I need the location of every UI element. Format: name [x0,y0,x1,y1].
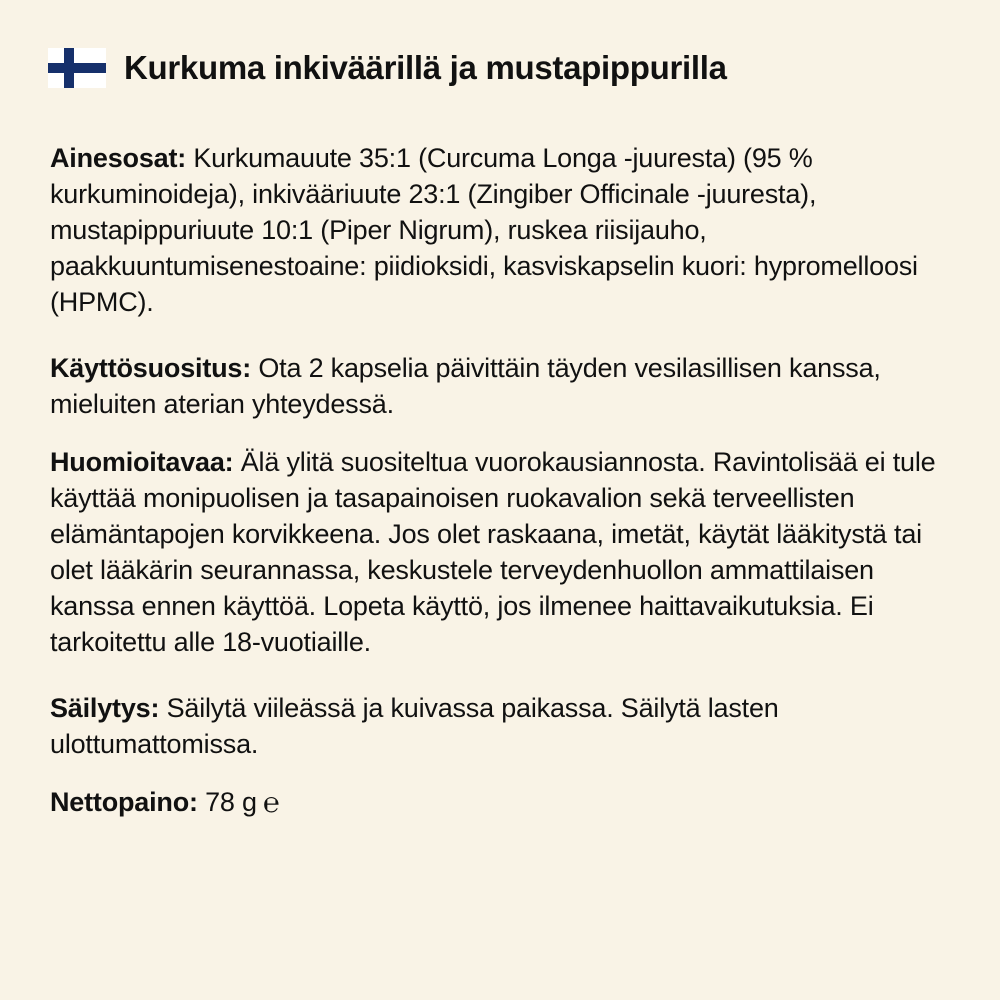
net-weight-label: Nettopaino: [50,787,198,817]
warnings-section [50,444,950,660]
net-weight-section [50,784,950,820]
flag-cross-horizontal [48,63,106,73]
page-title: Kurkuma inkiväärillä ja mustapippurilla [124,49,727,86]
usage-label: Käyttösuositus: [50,353,252,383]
product-details [50,140,950,820]
storage-label: Säilytys: [50,693,160,723]
net-weight-value: 78 g [205,787,257,817]
ingredients-text: Kurkumauute 35:1 (Curcuma Longa -juuresta) (95 % kurkuminoideja), inkivääriuute 23:1 (Zingiber Officinale -juuresta), mustapippuriuute 10:1 (Piper Nigrum), ruskea riisijauho, paakkuuntumisenestoaine: piidioksidi, kasviskapselin kuori: hypromelloosi (HPMC). [50,143,918,317]
warnings-text: Älä ylitä suositeltua vuorokausiannosta. Ravintolisää ei tule käyttää monipuolisen ja tasapainoisen ruokavalion sekä terveellisten elämäntapojen korvikkeena. Jos olet raskaana, imetät, käytät lääkitystä tai olet lääkärin seurannassa, keskustele terveydenhuollon ammattilaisen kanssa ennen käyttöä. Lopeta käyttö, jos ilmenee haittavaikutuksia. Ei tarkoitettu alle 18-vuotiaille. [50,447,936,657]
usage-text: Ota 2 kapselia päivittäin täyden vesilasillisen kanssa, mieluiten aterian yhteydessä. [50,353,881,419]
ingredients-section [50,140,950,320]
finland-flag-icon [48,48,106,88]
flag-cross-vertical [64,48,74,88]
storage-text: Säilytä viileässä ja kuivassa paikassa. Säilytä lasten ulottumattomissa. [50,693,779,759]
usage-section [50,350,950,422]
ingredients-label: Ainesosat: [50,143,187,173]
header [48,48,727,88]
storage-section [50,690,950,762]
estimated-sign-icon: ℮ [262,786,280,819]
warnings-label: Huomioitavaa: [50,447,234,477]
